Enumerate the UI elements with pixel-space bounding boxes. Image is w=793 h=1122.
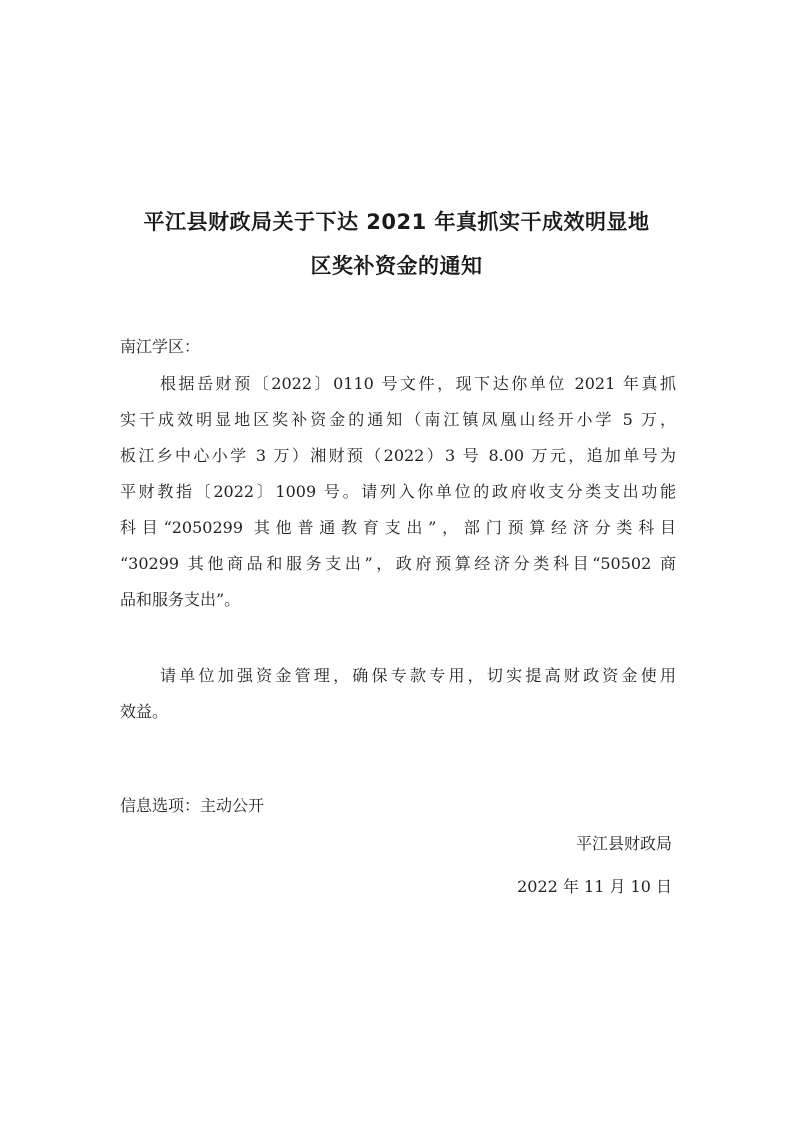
- body-paragraph-2: [120, 665, 676, 737]
- signature-date: 2022 年 11 月 10 日: [517, 877, 672, 896]
- paragraph-line: “30299 其他商品和服务支出”，政府预算经济分类科目“50502 商: [120, 554, 676, 573]
- title-line-2: 区奖补资金的通知: [310, 254, 483, 278]
- paragraph-line: 板江乡中心小学 3 万）湘财预（2022）3 号 8.00 万元，追加单号为: [120, 446, 676, 465]
- paragraph-line: 效益。: [120, 702, 169, 721]
- paragraph-line: 平财教指〔2022〕1009 号。请列入你单位的政府收支分类支出功能: [120, 482, 676, 501]
- paragraph-line: 根据岳财预〔2022〕0110 号文件，现下达你单位 2021 年真抓: [160, 374, 676, 393]
- salutation: 南江学区：: [120, 337, 201, 356]
- paragraph-line: 品和服务支出”。: [120, 590, 241, 609]
- title-line-1: 平江县财政局关于下达 2021 年真抓实干成效明显地: [143, 210, 650, 234]
- paragraph-line: 科目“2050299 其他普通教育支出”，部门预算经济分类科目: [120, 518, 676, 537]
- paragraph-line: 实干成效明显地区奖补资金的通知（南江镇凤凰山经开小学 5 万，: [120, 410, 676, 429]
- signature-organization: 平江县财政局: [575, 834, 672, 853]
- disclosure-option: 信息选项：主动公开: [120, 796, 265, 815]
- paragraph-line: 请单位加强资金管理，确保专款专用，切实提高财政资金使用: [160, 666, 676, 685]
- document-title: [100, 200, 693, 288]
- body-paragraph-1: [120, 373, 676, 625]
